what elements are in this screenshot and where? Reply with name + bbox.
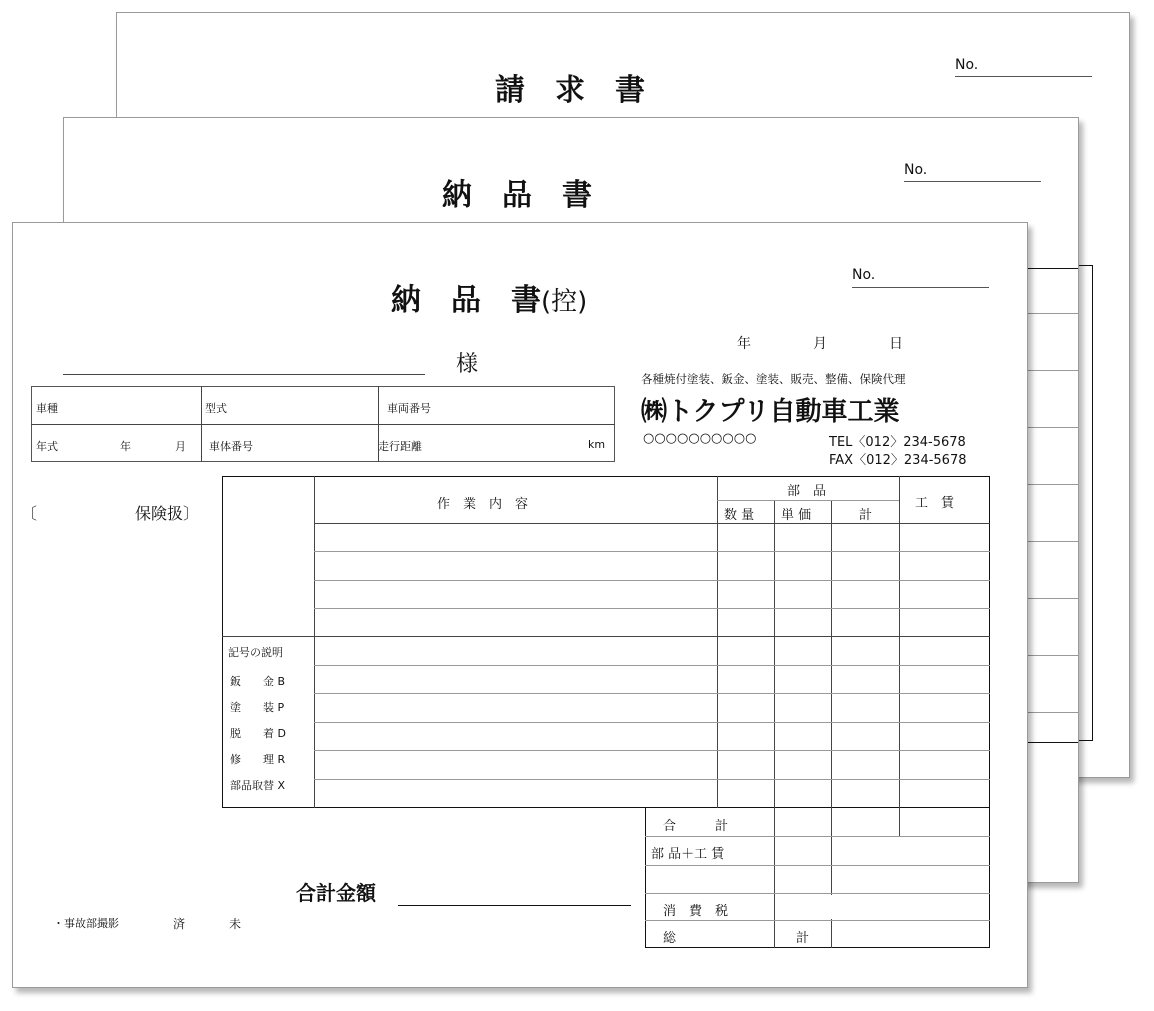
month-unit-label: 月: [175, 440, 186, 453]
legend-title: 記号の説明: [228, 646, 283, 659]
work-content-header: 作 業 内 容: [437, 497, 529, 512]
invoice-title: 請 求 書: [495, 73, 645, 108]
delivery-sheet-copy: [12, 222, 1028, 988]
photo-not-done-label: 未: [229, 917, 242, 931]
date-day: 日: [889, 336, 903, 352]
parts-header: 部 品: [787, 484, 827, 499]
qty-header: 数 量: [724, 508, 755, 523]
chassis-number-label: 車体番号: [209, 440, 253, 453]
photo-done-label: 済: [173, 917, 186, 931]
company-tel: TEL〈012〉234-5678: [829, 435, 966, 450]
invoice-no-label: No.: [955, 57, 979, 73]
work-table: [222, 476, 990, 808]
unit-price-header: 単 価: [781, 508, 812, 523]
copy-no-label: No.: [852, 267, 876, 283]
company-address: ○○○○○○○○○○: [643, 431, 757, 446]
delivery-no-label: No.: [904, 162, 928, 178]
mileage-label: 走行距離: [378, 440, 422, 453]
customer-suffix: 様: [456, 352, 479, 377]
date-year: 年: [737, 336, 751, 352]
model-year-label: 年式: [36, 440, 58, 453]
model-label: 型式: [205, 402, 227, 415]
copy-no-line: [852, 287, 989, 288]
plate-number-label: 車両番号: [387, 402, 431, 415]
copy-title-main: 納 品 書: [391, 283, 541, 318]
delivery-title: 納 品 書: [442, 178, 592, 213]
legend-removal: 脱 着 D: [230, 727, 286, 740]
insurance-label: 保険扱〕: [135, 504, 200, 523]
parts-total-header: 計: [859, 508, 873, 523]
delivery-no-line: [904, 181, 1041, 182]
insurance-open-bracket: 〔: [21, 504, 38, 523]
total-amount-label: 合計金額: [296, 881, 376, 905]
tax-label: 消 費 税: [663, 904, 729, 919]
company-services: 各種焼付塗装、鈑金、塗装、販売、整備、保険代理: [641, 372, 906, 386]
customer-name-line: [63, 374, 425, 375]
parts-labor-label: 部 品＋工 賃: [651, 847, 725, 862]
company-name: ㈱トクプリ自動車工業: [641, 397, 900, 427]
copy-title-suffix: (控): [541, 287, 588, 317]
legend-part-replace: 部品取替 X: [230, 779, 286, 792]
labor-header: 工 賃: [915, 496, 955, 511]
copy-title: [391, 275, 587, 319]
km-unit-label: km: [588, 438, 606, 451]
accident-photo-label: ・事故部撮影: [53, 917, 119, 930]
grand-total-left: 総: [663, 931, 677, 946]
invoice-no-line: [955, 76, 1092, 77]
grand-total-right: 計: [796, 931, 810, 946]
subtotal-label: 合 計: [663, 819, 729, 834]
back-table-edge: [1079, 265, 1093, 741]
year-unit-label: 年: [120, 440, 131, 453]
company-fax: FAX〈012〉234-5678: [829, 453, 967, 468]
car-type-label: 車種: [36, 402, 58, 415]
date-month: 月: [813, 336, 827, 352]
legend-repair: 修 理 R: [230, 753, 286, 766]
legend-paint: 塗 装 P: [230, 701, 285, 714]
legend-sheet-metal: 鈑 金 B: [230, 675, 286, 688]
total-amount-line: [398, 905, 631, 906]
